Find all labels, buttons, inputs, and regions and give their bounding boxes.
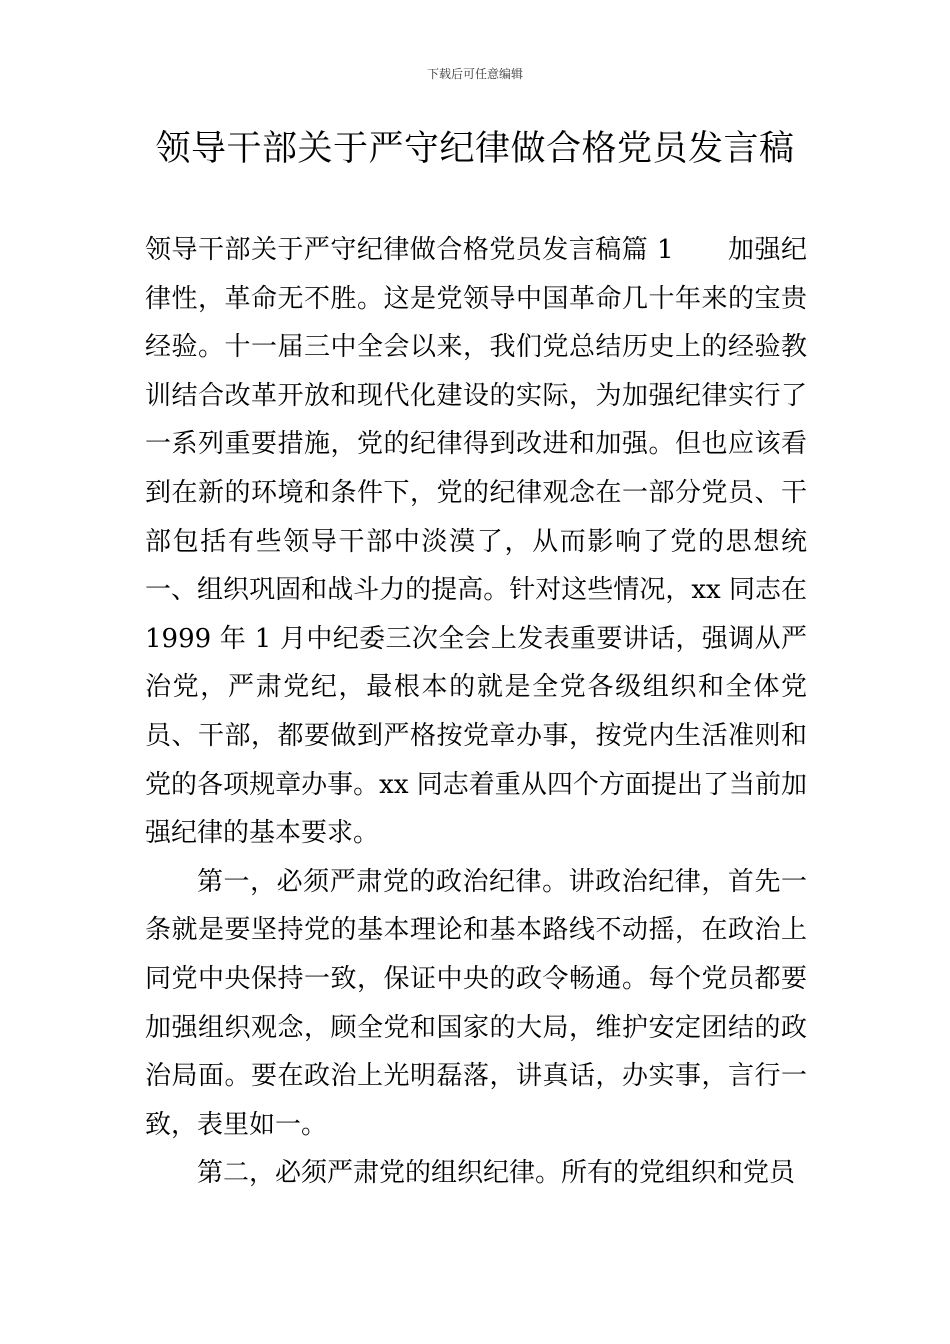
paragraph-second: 第二，必须严肃党的组织纪律。所有的党组织和党员 (197, 1158, 796, 1189)
intro-heading: 领导干部关于严守纪律做合格党员发言稿篇 1 (145, 235, 674, 265)
paragraph-intro (145, 226, 807, 858)
intro-body: 加强纪律性，革命无不胜。这是党领导中国革命几十年来的宝贵经验。十一届三中全会以来，我们党总结历史上的经验教训结合改革开放和现代化建设的实际，为加强纪律实行了一系列重要措施，党的纪律得到改进和加强。但也应该看到在新的环境和条件下，党的纪律观念在一部分党员、干部包括有些领导干部中淡漠了，从而影响了党的思想统一、组织巩固和战斗力的提高。针对这些情况，xx 同志在 1999 年 1 月中纪委三次全会上发表重要讲话，强调从严治党，严肃党纪，最根本的就是全党各级组织和全体党员、干部，都要做到严格按党章办事，按党内生活准则和党的各项规章办事。xx 同志着重从四个方面提出了当前加强纪律的基本要求。 (145, 235, 807, 849)
document-title: 领导干部关于严守纪律做合格党员发言稿 (155, 129, 795, 169)
paragraph-first: 第一，必须严肃党的政治纪律。讲政治纪律，首先一条就是要坚持党的基本理论和基本路线不动摇，在政治上同党中央保持一致，保证中央的政令畅通。每个党员都要加强组织观念，顾全党和国家的大局，维护安定团结的政治局面。要在政治上光明磊落，讲真话，办实事，言行一致，表里如一。 (145, 866, 807, 1140)
document-body (145, 226, 807, 1198)
header-note: 下载后可任意编辑 (426, 67, 523, 81)
